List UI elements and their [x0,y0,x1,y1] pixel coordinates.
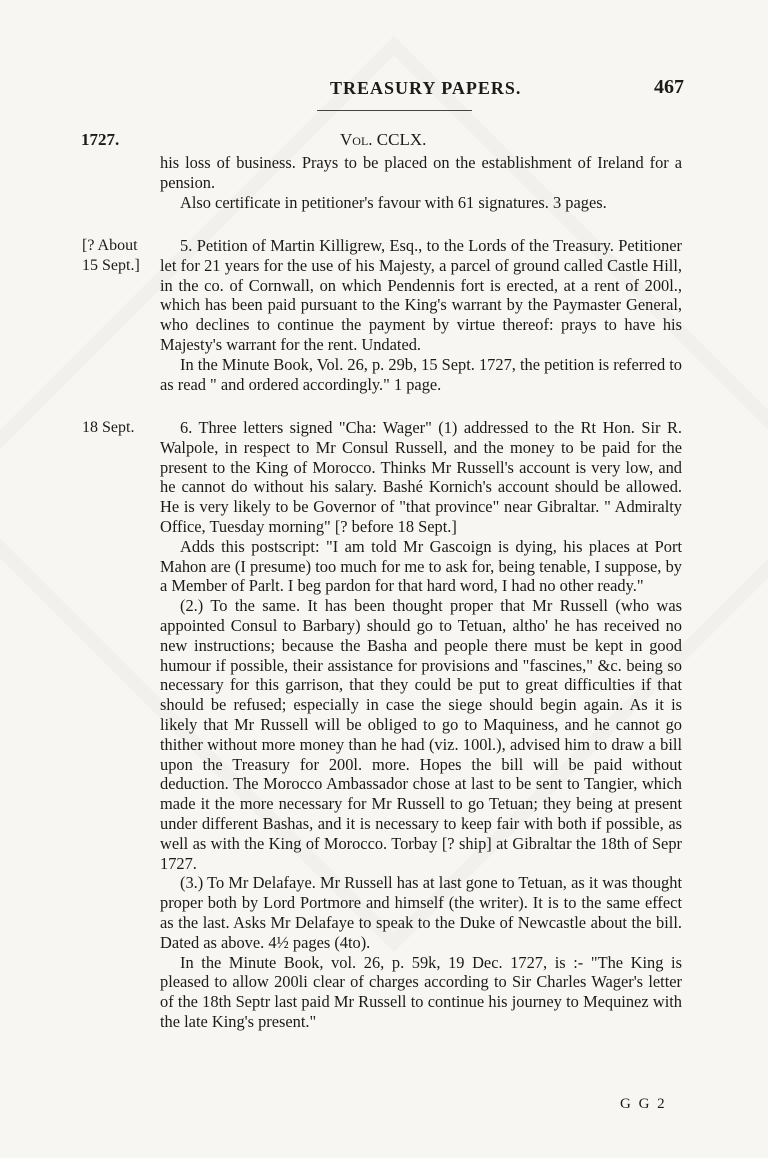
year-label: 1727. [81,130,120,149]
margin-date: 18 Sept. [82,419,135,436]
paragraph: (2.) To the same. It has been thought proper that Mr Russell (who was appointed Consul to Barbary) should go to Tetuan, altho' he has received no new instructions; because the Basha and people there must be kept in good humour if possible, their assistance for provisions and "fascines," &c. being so necessary for this garrison, that they could be put to great difficulties if that should be refused; especially in case the siege should begin again. As it is likely that Mr Russell will be obliged to go to Maquiness, and he cannot go thither without more money than he had (viz. 100l.), advised him to draw a bill upon the Treasury for 200l. more. Hopes the bill will be paid without deduction. The Morocco Ambassador chose at last to be sent to Tangier, which made it the more necessary for Mr Russell to go Tetuan; they being at present under different Bashas, and it is necessary to keep fair with both if possible, as well as with the King of Morocco. Torbay [? ship] at Gibraltar the 18th of Sepr 1727. [160,596,682,873]
volume-label: Vol. CCLX. [340,130,427,149]
header-rule [317,110,472,111]
paragraph: 6. Three letters signed "Cha: Wager" (1) addressed to the Rt Hon. Sir R. Walpole, in respect to Mr Consul Russell, and the money to be paid for the present to the King of Morocco. Thinks Mr Russell's account is very low, and he cannot do without his salary. Bashé Kornich's account should be allowed. He is very likely to be Governor of "that province" near Gibraltar. " Admiralty Office, Tuesday morning" [? before 18 Sept.] [160,418,682,536]
entry-body [160,418,682,1032]
entry-body [160,236,682,394]
signature-mark: G G 2 [620,1096,667,1112]
paragraph: Also certificate in petitioner's favour with 61 signatures. 3 pages. [180,192,607,212]
entry-body [160,153,682,212]
paragraph: In the Minute Book, Vol. 26, p. 29b, 15 Sept. 1727, the petition is referred to as read " and ordered accordingly." 1 page. [160,354,682,394]
page-number: 467 [654,76,684,98]
paragraph: In the Minute Book, vol. 26, p. 59k, 19 Dec. 1727, is :- "The King is pleased to allow 200li clear of charges according to Sir Charles Wager's letter of the 18th Septr last paid Mr Russell to continue his journey to Mequinez with the late King's present." [160,952,682,1031]
running-title: TREASURY PAPERS. [330,78,522,98]
paragraph: Adds this postscript: "I am told Mr Gascoign is dying, his places at Port Mahon are (I presume) too much for me to ask for, being tenable, I suppose, by a Member of Parlt. I beg pardon for that hard word, I had no other ready." [160,536,682,596]
page-header [0,78,768,108]
paragraph: 5. Petition of Martin Killigrew, Esq., to the Lords of the Treasury. Petitioner let for 21 years for the use of his Majesty, a parcel of ground called Castle Hill, in the co. of Cornwall, on which Pendennis fort is erected, at a rent of 200l., which has been paid pursuant to the King's warrant by the Paymaster General, who declines to continue the payment by virtue thereof: prays to have his Majesty's warrant for the rent. Undated. [160,236,682,354]
margin-date: [? About 15 Sept.] [82,237,140,274]
paragraph: his loss of business. Prays to be placed on the establishment of Ireland for a pension. [160,153,682,192]
subheader [0,130,768,154]
paragraph: (3.) To Mr Delafaye. Mr Russell has at last gone to Tetuan, as it was thought proper both by Lord Portmore and himself (the writer). It is to the same effect as the last. Asks Mr Delafaye to speak to the Duke of Newcastle about the bill. Dated as above. 4½ pages (4to). [160,873,682,952]
